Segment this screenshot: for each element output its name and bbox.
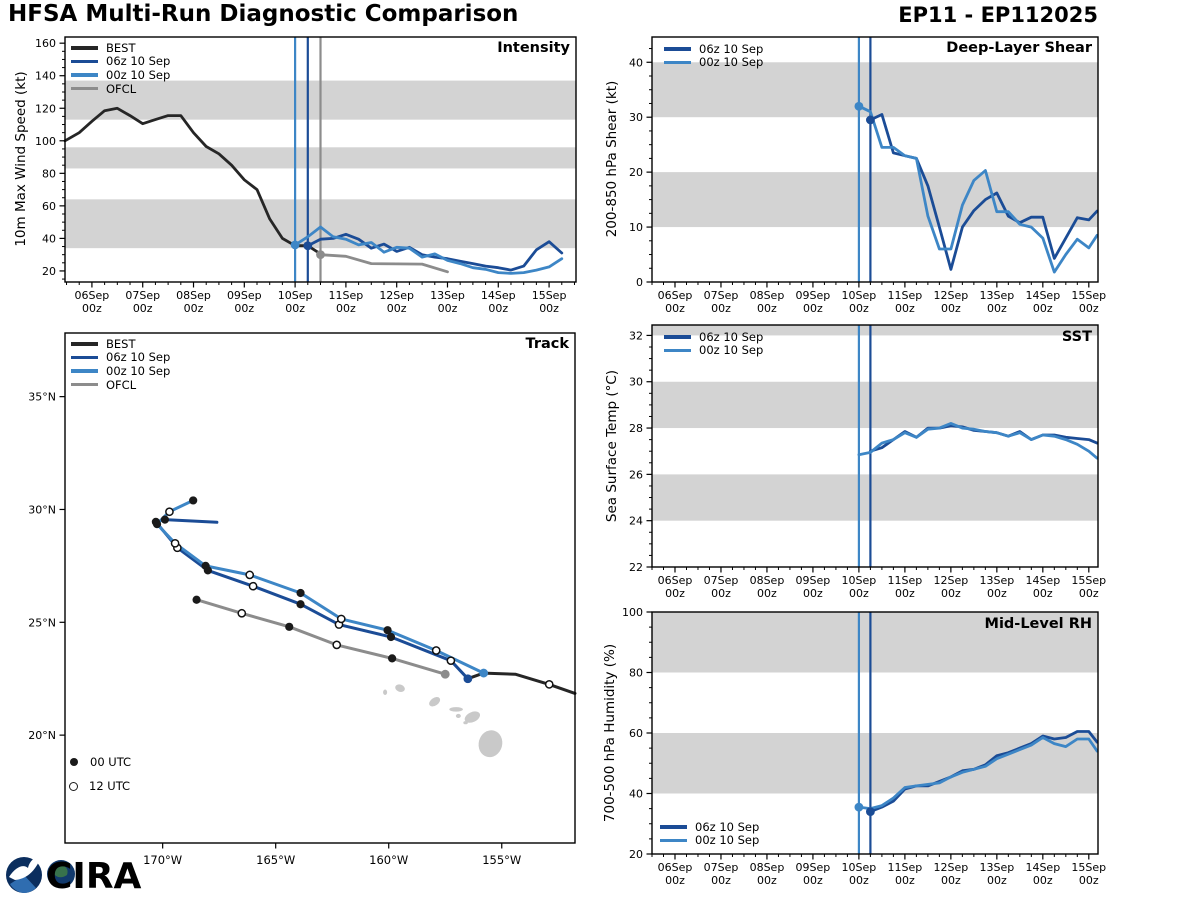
svg-text:13Sep: 13Sep	[430, 289, 465, 302]
svg-text:08Sep: 08Sep	[749, 574, 785, 587]
legend-item-run06: 06z 10 Sep	[71, 55, 170, 69]
svg-text:25°N: 25°N	[28, 616, 56, 630]
ofcl-line-swatch	[71, 87, 98, 91]
svg-text:08Sep: 08Sep	[749, 289, 785, 302]
run06-line-swatch	[664, 335, 691, 339]
svg-text:20: 20	[42, 264, 56, 278]
panel-title-sst: SST	[1061, 329, 1092, 345]
svg-text:00z: 00z	[849, 302, 869, 315]
svg-text:11Sep: 11Sep	[328, 289, 364, 302]
svg-text:160: 160	[35, 37, 56, 51]
svg-text:10Sep: 10Sep	[841, 861, 877, 874]
legend-item-best: BEST	[71, 337, 170, 351]
svg-text:15Sep: 15Sep	[1071, 289, 1107, 302]
svg-text:15Sep: 15Sep	[531, 289, 567, 302]
svg-text:07Sep: 07Sep	[703, 574, 739, 587]
run06-line-swatch	[664, 47, 691, 51]
svg-text:00z: 00z	[711, 302, 731, 315]
svg-text:14Sep: 14Sep	[1025, 574, 1061, 587]
svg-text:00z: 00z	[1032, 587, 1053, 600]
footer-logos	[2, 846, 302, 900]
run06-line-swatch	[71, 60, 98, 64]
svg-text:07Sep: 07Sep	[703, 861, 739, 874]
svg-text:30°N: 30°N	[28, 503, 56, 517]
svg-text:00z: 00z	[386, 302, 407, 315]
legend-item-ofcl: OFCL	[71, 82, 170, 96]
svg-text:08Sep: 08Sep	[749, 861, 785, 874]
run06-line-swatch	[660, 825, 687, 829]
svg-text:00z: 00z	[1078, 302, 1099, 315]
svg-text:00z: 00z	[894, 302, 915, 315]
svg-text:10Sep: 10Sep	[841, 574, 877, 587]
svg-text:00z: 00z	[986, 587, 1007, 600]
svg-text:00z: 00z	[336, 302, 356, 315]
legend-item-12utc: 12 UTC	[66, 774, 131, 798]
legend-track	[71, 337, 170, 391]
svg-text:15Sep: 15Sep	[1071, 574, 1107, 587]
svg-text:00z: 00z	[757, 874, 777, 887]
panel-title-track: Track	[525, 336, 569, 352]
svg-text:07Sep: 07Sep	[703, 289, 739, 302]
panel-title-shear: Deep-Layer Shear	[946, 40, 1092, 56]
run00-line-swatch	[664, 349, 691, 353]
run06-line-swatch	[71, 356, 98, 360]
run00-line-swatch	[71, 73, 98, 77]
svg-text:14Sep: 14Sep	[480, 289, 516, 302]
svg-text:80: 80	[629, 666, 643, 680]
svg-text:35°N: 35°N	[28, 390, 56, 404]
legend-rh	[660, 820, 759, 847]
svg-text:00z: 00z	[940, 874, 961, 887]
svg-text:32: 32	[629, 329, 643, 343]
svg-text:00z: 00z	[757, 587, 777, 600]
svg-text:09Sep: 09Sep	[795, 861, 831, 874]
svg-text:00z: 00z	[803, 587, 823, 600]
svg-text:00z: 00z	[665, 587, 685, 600]
svg-text:00z: 00z	[539, 302, 559, 315]
legend-item-best: BEST	[71, 41, 170, 55]
yaxis-label-shear: 200-850 hPa Shear (kt)	[604, 80, 620, 238]
svg-text:06Sep: 06Sep	[657, 289, 693, 302]
yaxis-label-sst: Sea Surface Temp (°C)	[604, 369, 620, 523]
svg-text:10: 10	[629, 221, 643, 235]
best-line-swatch	[71, 46, 98, 50]
svg-text:00z: 00z	[285, 302, 305, 315]
svg-text:00z: 00z	[711, 874, 731, 887]
svg-text:40: 40	[42, 232, 56, 246]
svg-text:00z: 00z	[1032, 874, 1053, 887]
legend-item-run00: 00z 10 Sep	[664, 56, 763, 70]
svg-text:00z: 00z	[849, 874, 869, 887]
svg-text:07Sep: 07Sep	[125, 289, 161, 302]
svg-text:100: 100	[622, 606, 643, 619]
svg-text:11Sep: 11Sep	[887, 861, 923, 874]
svg-text:165°W: 165°W	[256, 853, 296, 867]
svg-text:06Sep: 06Sep	[74, 289, 110, 302]
svg-text:13Sep: 13Sep	[979, 574, 1015, 587]
svg-text:60: 60	[629, 727, 643, 740]
svg-text:140: 140	[35, 69, 56, 83]
legend-item-run00: 00z 10 Sep	[664, 344, 763, 358]
legend-item-run06: 06z 10 Sep	[664, 330, 763, 344]
svg-text:100: 100	[35, 134, 56, 148]
svg-text:30: 30	[629, 375, 643, 389]
svg-text:40: 40	[629, 56, 643, 70]
run00-line-swatch	[660, 839, 687, 843]
legend-utc-markers	[66, 750, 131, 798]
svg-text:0: 0	[636, 276, 643, 289]
open-circle-icon	[69, 782, 78, 791]
svg-text:10Sep: 10Sep	[277, 289, 313, 302]
svg-text:00z: 00z	[1078, 587, 1099, 600]
legend-item-run00: 00z 10 Sep	[71, 364, 170, 378]
svg-text:06Sep: 06Sep	[657, 574, 693, 587]
svg-text:28: 28	[629, 422, 643, 436]
svg-text:24: 24	[629, 514, 643, 528]
logo-canvas	[2, 846, 302, 900]
legend-item-ofcl: OFCL	[71, 378, 170, 392]
svg-text:00z: 00z	[132, 302, 153, 315]
svg-text:08Sep: 08Sep	[176, 289, 211, 302]
svg-text:00z: 00z	[1078, 874, 1099, 887]
svg-text:11Sep: 11Sep	[887, 574, 923, 587]
svg-text:09Sep: 09Sep	[795, 574, 831, 587]
svg-text:12Sep: 12Sep	[933, 289, 969, 302]
svg-text:40: 40	[629, 787, 643, 801]
best-line-swatch	[71, 342, 98, 346]
svg-text:00z: 00z	[940, 302, 961, 315]
panel-title-rh: Mid-Level RH	[984, 616, 1092, 632]
svg-text:120: 120	[35, 102, 56, 116]
run00-line-swatch	[71, 369, 98, 373]
svg-text:00z: 00z	[986, 874, 1007, 887]
svg-text:00z: 00z	[711, 587, 731, 600]
svg-text:160°W: 160°W	[369, 853, 409, 867]
cira-logo	[46, 856, 142, 897]
legend-item-run06: 06z 10 Sep	[664, 42, 763, 56]
legend-item-run00: 00z 10 Sep	[660, 834, 759, 848]
svg-text:20°N: 20°N	[28, 729, 56, 743]
svg-text:12Sep: 12Sep	[933, 574, 969, 587]
svg-text:06Sep: 06Sep	[657, 861, 693, 874]
svg-text:155°W: 155°W	[482, 853, 522, 867]
svg-text:00z: 00z	[803, 874, 823, 887]
svg-text:20: 20	[629, 848, 643, 861]
svg-text:12Sep: 12Sep	[379, 289, 415, 302]
legend-item-run06: 06z 10 Sep	[71, 351, 170, 365]
svg-text:26: 26	[629, 468, 643, 482]
yaxis-label-rh: 700-500 hPa Humidity (%)	[602, 643, 618, 823]
svg-text:09Sep: 09Sep	[226, 289, 262, 302]
svg-text:00z: 00z	[849, 587, 869, 600]
svg-text:00z: 00z	[940, 587, 961, 600]
svg-text:00z: 00z	[665, 302, 685, 315]
filled-circle-icon	[70, 758, 78, 766]
svg-text:80: 80	[42, 167, 56, 181]
svg-text:00z: 00z	[82, 302, 102, 315]
legend-shear	[664, 42, 763, 69]
storm-id: EP11 - EP112025	[898, 3, 1098, 27]
svg-text:00z: 00z	[894, 587, 915, 600]
svg-text:00z: 00z	[757, 302, 777, 315]
svg-text:10Sep: 10Sep	[841, 289, 877, 302]
svg-text:13Sep: 13Sep	[979, 861, 1015, 874]
page-title: HFSA Multi-Run Diagnostic Comparison	[8, 1, 519, 27]
svg-text:09Sep: 09Sep	[795, 289, 831, 302]
legend-item-run00: 00z 10 Sep	[71, 68, 170, 82]
ofcl-line-swatch	[71, 383, 98, 387]
svg-text:15Sep: 15Sep	[1071, 861, 1107, 874]
svg-text:CIRA: CIRA	[46, 856, 142, 897]
svg-text:170°W: 170°W	[143, 853, 183, 867]
svg-text:00z: 00z	[803, 302, 823, 315]
svg-text:00z: 00z	[183, 302, 204, 315]
svg-text:13Sep: 13Sep	[979, 289, 1015, 302]
svg-text:20: 20	[629, 166, 643, 180]
panel-title-intensity: Intensity	[497, 40, 570, 56]
svg-text:00z: 00z	[234, 302, 255, 315]
svg-text:12Sep: 12Sep	[933, 861, 969, 874]
svg-text:11Sep: 11Sep	[887, 289, 923, 302]
legend-item-run06: 06z 10 Sep	[660, 820, 759, 834]
svg-text:00z: 00z	[488, 302, 509, 315]
yaxis-label-intensity: 10m Max Wind Speed (kt)	[13, 71, 29, 247]
svg-text:60: 60	[42, 199, 56, 213]
svg-text:00z: 00z	[1032, 302, 1053, 315]
svg-text:00z: 00z	[894, 874, 915, 887]
svg-text:00z: 00z	[437, 302, 458, 315]
svg-text:30: 30	[629, 111, 643, 125]
svg-text:00z: 00z	[986, 302, 1007, 315]
run00-line-swatch	[664, 61, 691, 65]
svg-text:14Sep: 14Sep	[1025, 289, 1061, 302]
svg-text:00z: 00z	[665, 874, 685, 887]
noaa-logo	[6, 857, 42, 893]
svg-text:22: 22	[629, 561, 643, 574]
svg-text:14Sep: 14Sep	[1025, 861, 1061, 874]
legend-sst	[664, 330, 763, 357]
legend-intensity	[71, 41, 170, 95]
legend-item-00utc: 00 UTC	[66, 750, 131, 774]
